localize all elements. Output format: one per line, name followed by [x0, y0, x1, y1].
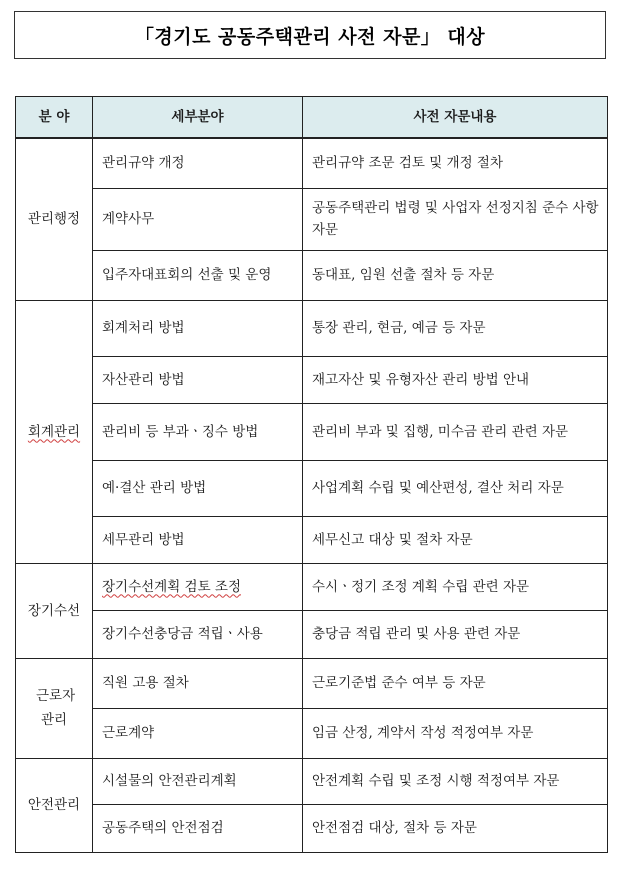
- subfield-cell: 입주자대표회의 선출 및 운영: [93, 250, 303, 300]
- category-cell: 장기수선: [16, 563, 93, 658]
- category-label: 회계관리: [27, 423, 81, 440]
- content-cell: 사업계획 수립 및 예산편성, 결산 처리 자문: [303, 460, 608, 516]
- category-cell: [16, 300, 93, 563]
- content-cell: 안전점검 대상, 절차 등 자문: [303, 804, 608, 852]
- table-row: [16, 188, 608, 250]
- title-box: [14, 11, 606, 59]
- table-row: [16, 658, 608, 708]
- table-row: [16, 300, 608, 356]
- table-row: [16, 356, 608, 403]
- content-cell: 임금 산정, 계약서 작성 적정여부 자문: [303, 708, 608, 758]
- header-row: [16, 97, 608, 139]
- content-cell: 수시ㆍ정기 조정 계획 수립 관련 자문: [303, 563, 608, 610]
- table-row: [16, 708, 608, 758]
- subfield-cell: 장기수선충당금 적립ㆍ사용: [93, 610, 303, 658]
- subfield-label: 장기수선계획 검토 조정: [102, 578, 241, 595]
- category-cell: [16, 658, 93, 758]
- table-row: [16, 138, 608, 188]
- content-cell: 관리비 부과 및 집행, 미수금 관리 관련 자문: [303, 403, 608, 460]
- subfield-cell: 관리비 등 부과ㆍ징수 방법: [93, 403, 303, 460]
- content-cell: 재고자산 및 유형자산 관리 방법 안내: [303, 356, 608, 403]
- subfield-cell: 자산관리 방법: [93, 356, 303, 403]
- table-row: [16, 250, 608, 300]
- content-cell: 안전계획 수립 및 조정 시행 적정여부 자문: [303, 758, 608, 804]
- header-category: 분 야: [16, 97, 93, 139]
- table-row: [16, 804, 608, 852]
- table-row: [16, 563, 608, 610]
- subfield-cell: 세무관리 방법: [93, 516, 303, 563]
- category-cell: 관리행정: [16, 138, 93, 300]
- content-cell: 통장 관리, 현금, 예금 등 자문: [303, 300, 608, 356]
- table-row: [16, 610, 608, 658]
- content-cell: 관리규약 조문 검토 및 개정 절차: [303, 138, 608, 188]
- table-row: [16, 758, 608, 804]
- content-cell: 공동주택관리 법령 및 사업자 선정지침 준수 사항 자문: [303, 188, 608, 250]
- page-title: 「경기도 공동주택관리 사전 자문」 대상: [134, 25, 486, 48]
- content-cell: 충당금 적립 관리 및 사용 관련 자문: [303, 610, 608, 658]
- subfield-cell: 계약사무: [93, 188, 303, 250]
- subfield-cell: [93, 563, 303, 610]
- content-cell: 동대표, 임원 선출 절차 등 자문: [303, 250, 608, 300]
- content-cell: 근로기준법 준수 여부 등 자문: [303, 658, 608, 708]
- subfield-cell: 예·결산 관리 방법: [93, 460, 303, 516]
- content-cell: 세무신고 대상 및 절차 자문: [303, 516, 608, 563]
- category-label: 근로자 관리: [36, 688, 76, 728]
- category-cell: 안전관리: [16, 758, 93, 852]
- consultation-table: [15, 96, 608, 853]
- table-row: [16, 403, 608, 460]
- subfield-cell: 직원 고용 절차: [93, 658, 303, 708]
- subfield-cell: 근로계약: [93, 708, 303, 758]
- subfield-cell: 공동주택의 안전점검: [93, 804, 303, 852]
- table-row: [16, 460, 608, 516]
- header-content: 사전 자문내용: [303, 97, 608, 139]
- header-subfield: 세부분야: [93, 97, 303, 139]
- subfield-cell: 시설물의 안전관리계획: [93, 758, 303, 804]
- subfield-cell: 관리규약 개정: [93, 138, 303, 188]
- subfield-cell: 회계처리 방법: [93, 300, 303, 356]
- table-row: [16, 516, 608, 563]
